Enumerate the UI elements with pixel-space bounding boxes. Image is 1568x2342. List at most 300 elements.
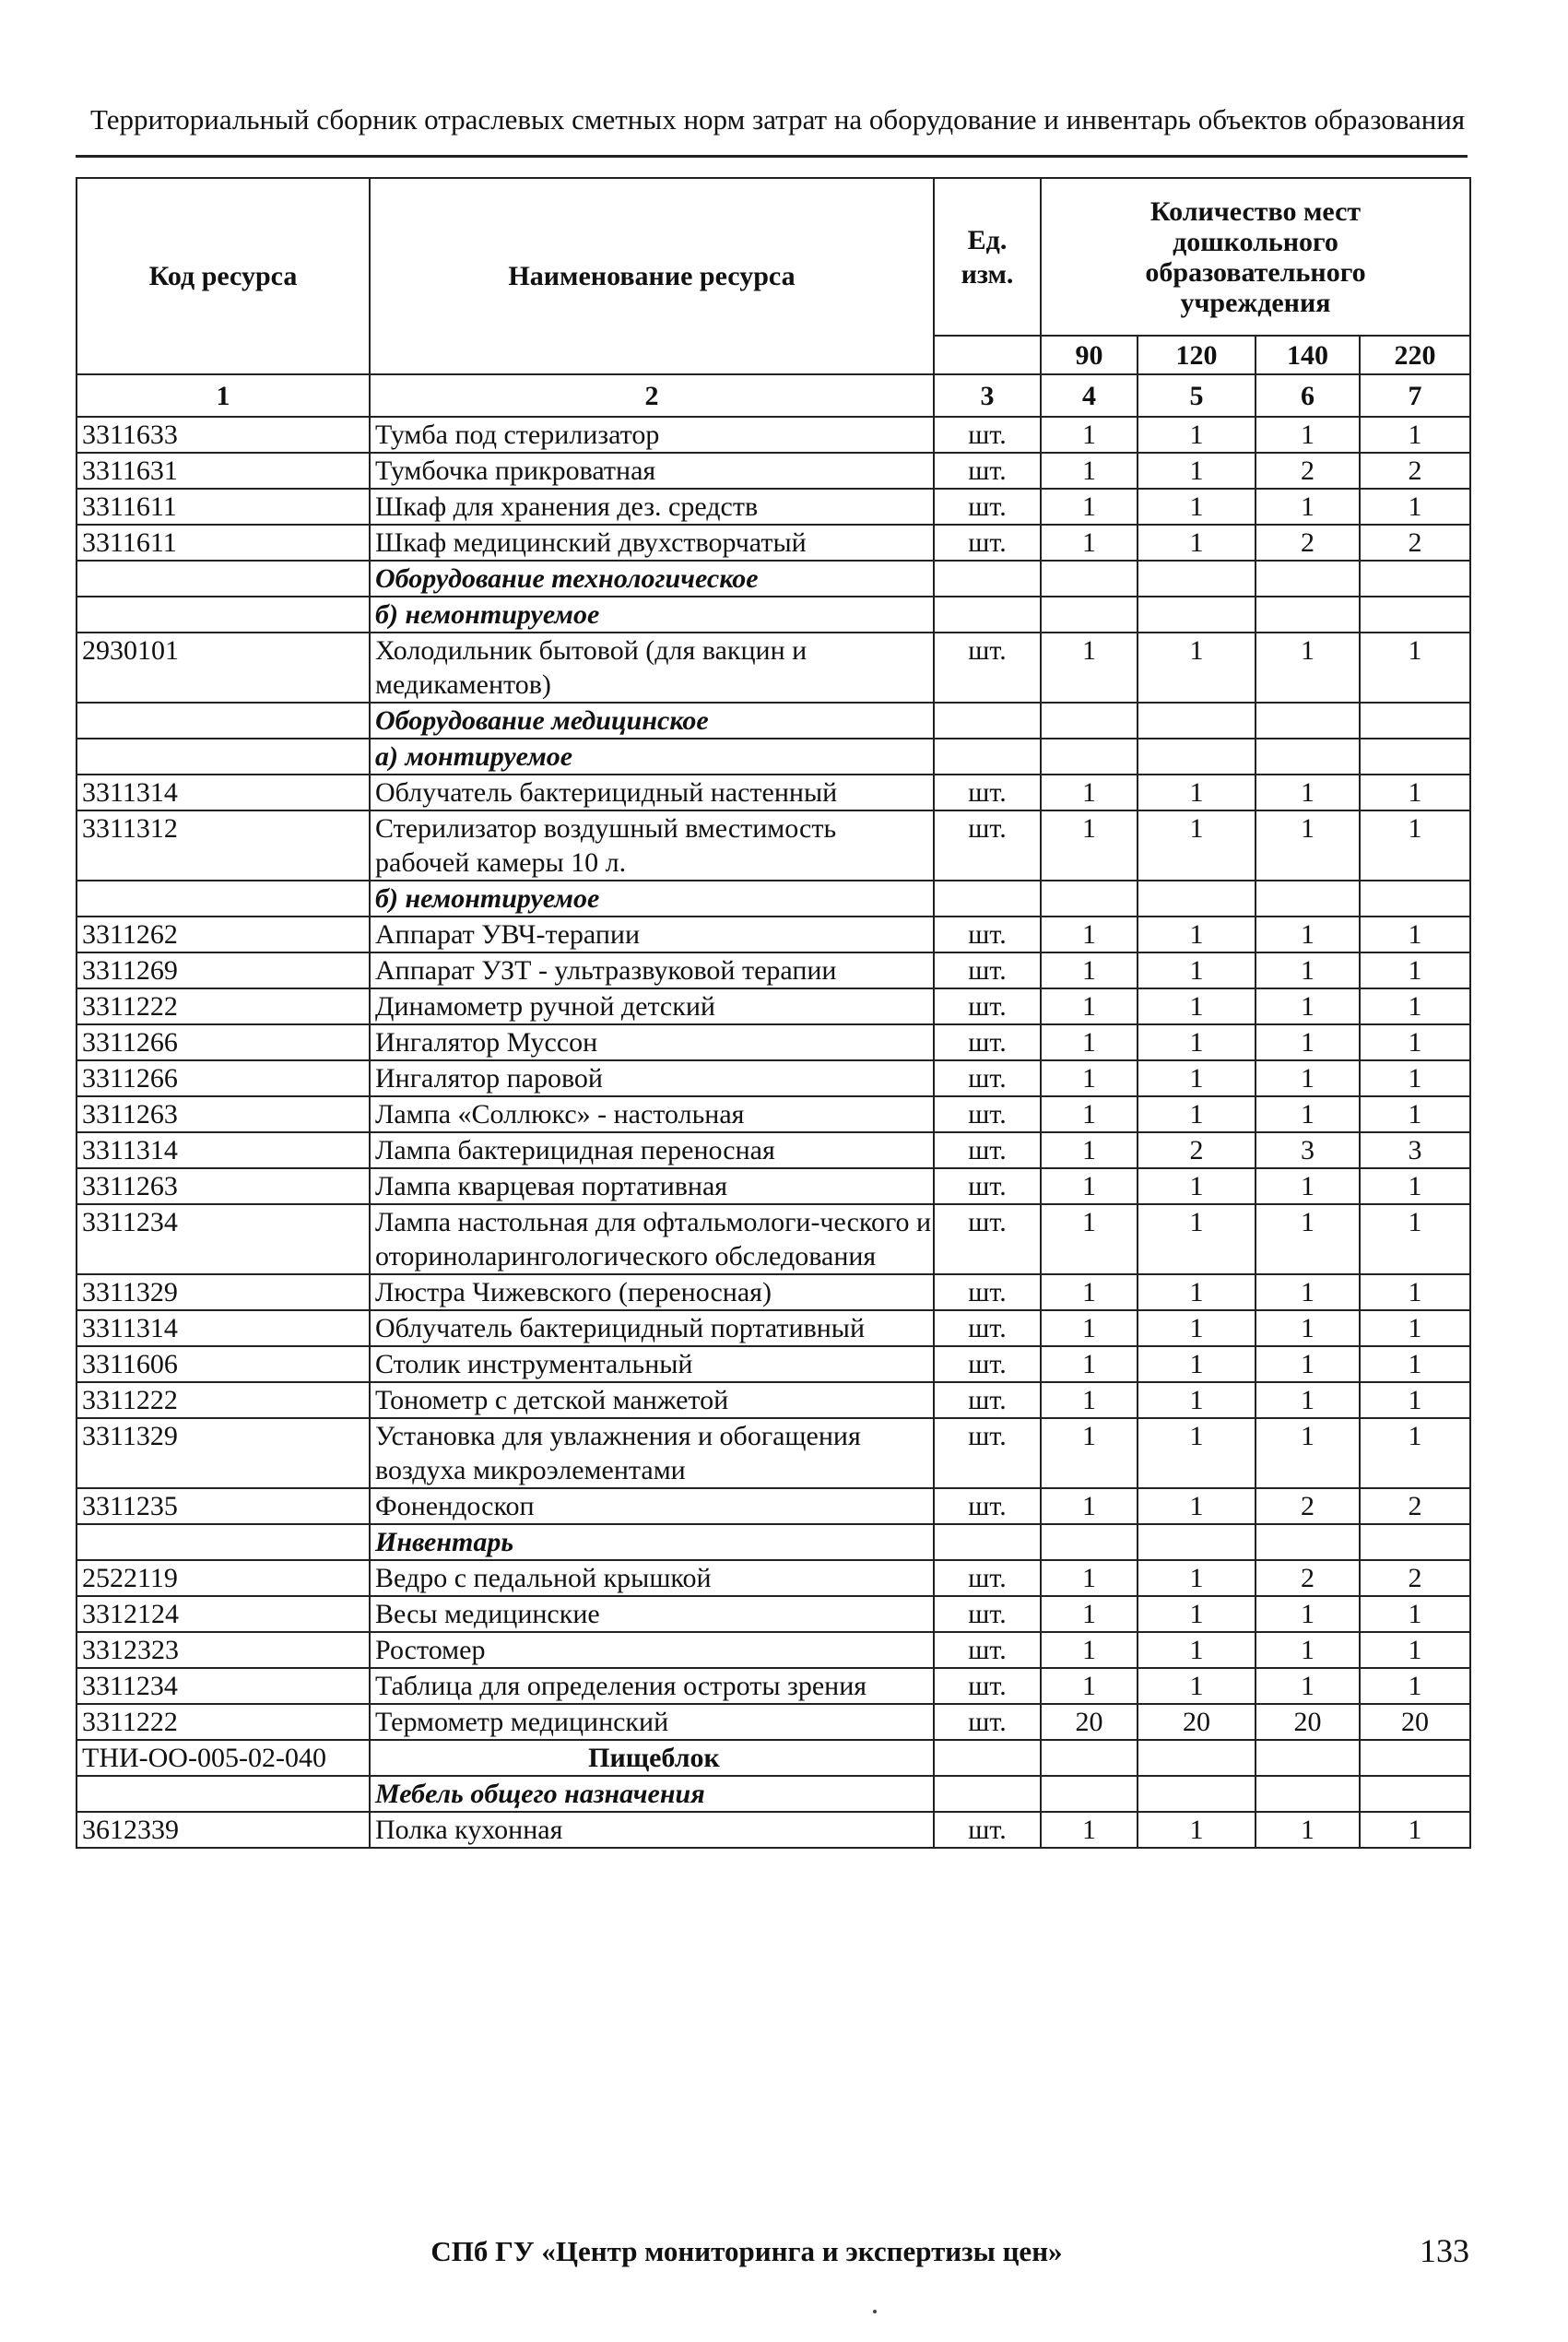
resource-name: Столик инструментальный bbox=[370, 1346, 934, 1382]
quantity-cell bbox=[1256, 881, 1360, 917]
resource-code: 3311314 bbox=[77, 775, 370, 810]
column-number: 5 bbox=[1138, 374, 1256, 417]
quantity-cell: 2 bbox=[1256, 1488, 1360, 1524]
resource-name: Лампа кварцевая портативная bbox=[370, 1168, 934, 1204]
unit-cell: шт. bbox=[934, 1274, 1041, 1310]
quantity-cell: 20 bbox=[1041, 1704, 1138, 1740]
resource-name: б) немонтируемое bbox=[370, 597, 934, 633]
quantity-cell bbox=[1138, 881, 1256, 917]
quantity-cell: 1 bbox=[1138, 1060, 1256, 1096]
quantity-cell bbox=[1041, 1776, 1138, 1812]
resource-name: б) немонтируемое bbox=[370, 881, 934, 917]
quantity-cell bbox=[1256, 703, 1360, 739]
table-row bbox=[77, 1346, 1470, 1382]
quantity-cell: 2 bbox=[1360, 1560, 1470, 1596]
quantity-cell: 3 bbox=[1256, 1132, 1360, 1168]
column-number: 4 bbox=[1041, 374, 1138, 417]
unit-cell: шт. bbox=[934, 1310, 1041, 1346]
quantity-cell: 1 bbox=[1138, 489, 1256, 525]
resource-code: 3311633 bbox=[77, 417, 370, 453]
unit-cell: шт. bbox=[934, 988, 1041, 1024]
unit-cell: шт. bbox=[934, 453, 1041, 489]
column-number: 1 bbox=[77, 374, 370, 417]
quantity-cell: 1 bbox=[1041, 1024, 1138, 1060]
unit-cell bbox=[934, 1740, 1041, 1776]
section-row bbox=[77, 703, 1470, 739]
resource-name: Облучатель бактерицидный настенный bbox=[370, 775, 934, 810]
resource-code: 3312323 bbox=[77, 1632, 370, 1668]
resource-name: Стерилизатор воздушный вместимость рабочей камеры 10 л. bbox=[370, 810, 934, 881]
table-row bbox=[77, 1382, 1470, 1418]
resource-name: Тумбочка прикроватная bbox=[370, 453, 934, 489]
quantity-cell: 1 bbox=[1138, 1632, 1256, 1668]
quantity-cell: 1 bbox=[1138, 1346, 1256, 1382]
quantity-cell: 1 bbox=[1256, 1204, 1360, 1274]
quantity-cell bbox=[1138, 597, 1256, 633]
unit-cell: шт. bbox=[934, 1418, 1041, 1488]
scan-speck bbox=[873, 2310, 877, 2313]
header-code: Код ресурса bbox=[77, 178, 370, 374]
quantity-cell bbox=[1360, 739, 1470, 775]
quantity-cell: 1 bbox=[1138, 775, 1256, 810]
resource-code: 3311266 bbox=[77, 1060, 370, 1096]
quantity-cell bbox=[1041, 597, 1138, 633]
quantity-cell: 1 bbox=[1138, 1812, 1256, 1848]
unit-cell: шт. bbox=[934, 633, 1041, 703]
resource-code: ТНИ-ОО-005-02-040 bbox=[77, 1740, 370, 1776]
column-number-row bbox=[77, 374, 1470, 417]
unit-cell bbox=[934, 597, 1041, 633]
column-number: 2 bbox=[370, 374, 934, 417]
resource-code: 3311314 bbox=[77, 1132, 370, 1168]
table-row bbox=[77, 1418, 1470, 1488]
quantity-cell: 1 bbox=[1041, 1096, 1138, 1132]
resource-code bbox=[77, 597, 370, 633]
quantity-cell: 1 bbox=[1360, 1382, 1470, 1418]
quantity-cell bbox=[1360, 1776, 1470, 1812]
quantity-cell: 1 bbox=[1360, 810, 1470, 881]
quantity-cell: 2 bbox=[1360, 1488, 1470, 1524]
quantity-cell: 1 bbox=[1360, 988, 1470, 1024]
table-row bbox=[77, 1704, 1470, 1740]
unit-cell: шт. bbox=[934, 1560, 1041, 1596]
resource-name: Установка для увлажнения и обогащения воздуха микроэлементами bbox=[370, 1418, 934, 1488]
resource-code: 2522119 bbox=[77, 1560, 370, 1596]
quantity-cell: 1 bbox=[1138, 1204, 1256, 1274]
quantity-cell: 1 bbox=[1041, 525, 1138, 561]
quantity-cell bbox=[1138, 703, 1256, 739]
resource-code: 3311234 bbox=[77, 1668, 370, 1704]
header-quantity: Количество мест дошкольного образовательного учреждения bbox=[1041, 178, 1470, 336]
resource-code bbox=[77, 1776, 370, 1812]
table-row bbox=[77, 453, 1470, 489]
quantity-cell: 1 bbox=[1256, 1596, 1360, 1632]
quantity-cell bbox=[1138, 1524, 1256, 1560]
quantity-cell: 1 bbox=[1041, 1418, 1138, 1488]
quantity-cell: 1 bbox=[1360, 1668, 1470, 1704]
table-row bbox=[77, 1812, 1470, 1848]
resource-code: 3311606 bbox=[77, 1346, 370, 1382]
table-row bbox=[77, 1632, 1470, 1668]
quantity-cell bbox=[1041, 1524, 1138, 1560]
quantity-cell: 1 bbox=[1138, 1310, 1256, 1346]
quantity-cell: 1 bbox=[1256, 1024, 1360, 1060]
section-row bbox=[77, 597, 1470, 633]
header-unit: Ед. изм. bbox=[934, 178, 1041, 336]
resource-code: 3311234 bbox=[77, 1204, 370, 1274]
quantity-cell bbox=[1256, 1776, 1360, 1812]
quantity-cell: 1 bbox=[1360, 1274, 1470, 1310]
resource-name: Мебель общего назначения bbox=[370, 1776, 934, 1812]
unit-cell: шт. bbox=[934, 489, 1041, 525]
resource-name: Инвентарь bbox=[370, 1524, 934, 1560]
quantity-cell: 1 bbox=[1041, 1596, 1138, 1632]
quantity-cell: 1 bbox=[1256, 1274, 1360, 1310]
section-row bbox=[77, 1740, 1470, 1776]
quantity-cell: 1 bbox=[1138, 417, 1256, 453]
quantity-cell: 1 bbox=[1041, 1812, 1138, 1848]
quantity-cell: 1 bbox=[1256, 988, 1360, 1024]
resource-table bbox=[76, 177, 1471, 1849]
resource-name: а) монтируемое bbox=[370, 739, 934, 775]
quantity-cell: 1 bbox=[1041, 1668, 1138, 1704]
quantity-cell bbox=[1360, 1740, 1470, 1776]
section-row bbox=[77, 739, 1470, 775]
quantity-cell: 1 bbox=[1256, 810, 1360, 881]
quantity-cell: 1 bbox=[1138, 988, 1256, 1024]
quantity-cell: 1 bbox=[1256, 1168, 1360, 1204]
table-row bbox=[77, 1310, 1470, 1346]
quantity-cell: 1 bbox=[1041, 1168, 1138, 1204]
unit-cell: шт. bbox=[934, 775, 1041, 810]
unit-cell: шт. bbox=[934, 417, 1041, 453]
resource-name: Шкаф медицинский двухстворчатый bbox=[370, 525, 934, 561]
quantity-cell bbox=[1041, 561, 1138, 597]
quantity-cell: 1 bbox=[1138, 1096, 1256, 1132]
resource-code: 3311329 bbox=[77, 1274, 370, 1310]
quantity-cell: 1 bbox=[1138, 917, 1256, 952]
quantity-cell: 1 bbox=[1256, 1668, 1360, 1704]
resource-name: Холодильник бытовой (для вакцин и медикаментов) bbox=[370, 633, 934, 703]
resource-name: Полка кухонная bbox=[370, 1812, 934, 1848]
unit-cell: шт. bbox=[934, 1096, 1041, 1132]
header-name: Наименование ресурса bbox=[370, 178, 934, 374]
table-row bbox=[77, 1168, 1470, 1204]
quantity-cell: 1 bbox=[1256, 1382, 1360, 1418]
quantity-cell: 1 bbox=[1360, 1310, 1470, 1346]
quantity-cell bbox=[1041, 703, 1138, 739]
resource-name: Весы медицинские bbox=[370, 1596, 934, 1632]
resource-code: 3612339 bbox=[77, 1812, 370, 1848]
resource-name: Динамометр ручной детский bbox=[370, 988, 934, 1024]
quantity-cell: 1 bbox=[1256, 1346, 1360, 1382]
quantity-cell: 1 bbox=[1041, 453, 1138, 489]
quantity-cell: 2 bbox=[1256, 525, 1360, 561]
quantity-cell bbox=[1041, 881, 1138, 917]
quantity-cell: 1 bbox=[1041, 1382, 1138, 1418]
quantity-cell: 2 bbox=[1360, 453, 1470, 489]
unit-cell: шт. bbox=[934, 1812, 1041, 1848]
unit-cell: шт. bbox=[934, 525, 1041, 561]
quantity-cell: 1 bbox=[1138, 1488, 1256, 1524]
table-row bbox=[77, 1596, 1470, 1632]
quantity-cell bbox=[1138, 561, 1256, 597]
unit-cell bbox=[934, 703, 1041, 739]
table-row bbox=[77, 1096, 1470, 1132]
quantity-cell: 1 bbox=[1041, 1132, 1138, 1168]
footer-organization: СПб ГУ «Центр мониторинга и экспертизы цен» bbox=[430, 2235, 1063, 2267]
quantity-cell: 1 bbox=[1138, 810, 1256, 881]
resource-name: Пищеблок bbox=[370, 1740, 934, 1776]
resource-code: 3311269 bbox=[77, 952, 370, 988]
quantity-cell: 1 bbox=[1138, 1024, 1256, 1060]
resource-name: Люстра Чижевского (переносная) bbox=[370, 1274, 934, 1310]
table-row bbox=[77, 917, 1470, 952]
quantity-cell: 1 bbox=[1041, 633, 1138, 703]
quantity-cell: 1 bbox=[1256, 633, 1360, 703]
unit-cell: шт. bbox=[934, 1132, 1041, 1168]
resource-code bbox=[77, 881, 370, 917]
unit-cell: шт. bbox=[934, 1668, 1041, 1704]
quantity-cell: 20 bbox=[1138, 1704, 1256, 1740]
unit-cell: шт. bbox=[934, 1488, 1041, 1524]
quantity-cell: 1 bbox=[1360, 1060, 1470, 1096]
header-capacity-220: 220 bbox=[1360, 336, 1470, 374]
quantity-cell: 1 bbox=[1360, 1096, 1470, 1132]
quantity-cell: 1 bbox=[1256, 1060, 1360, 1096]
resource-code: 3311611 bbox=[77, 489, 370, 525]
unit-cell: шт. bbox=[934, 1168, 1041, 1204]
table-row bbox=[77, 1024, 1470, 1060]
unit-cell: шт. bbox=[934, 1024, 1041, 1060]
resource-code: 3311263 bbox=[77, 1168, 370, 1204]
quantity-cell: 1 bbox=[1360, 775, 1470, 810]
resource-name: Шкаф для хранения дез. средств bbox=[370, 489, 934, 525]
quantity-cell: 1 bbox=[1041, 489, 1138, 525]
table-row bbox=[77, 1132, 1470, 1168]
quantity-cell: 20 bbox=[1256, 1704, 1360, 1740]
resource-code bbox=[77, 739, 370, 775]
resource-code: 3311314 bbox=[77, 1310, 370, 1346]
resource-name: Ведро с педальной крышкой bbox=[370, 1560, 934, 1596]
quantity-cell: 1 bbox=[1138, 1382, 1256, 1418]
quantity-cell: 1 bbox=[1138, 1274, 1256, 1310]
quantity-cell: 1 bbox=[1360, 1418, 1470, 1488]
unit-cell: шт. bbox=[934, 1060, 1041, 1096]
quantity-cell bbox=[1256, 739, 1360, 775]
table-row bbox=[77, 1668, 1470, 1704]
unit-cell bbox=[934, 1776, 1041, 1812]
quantity-cell: 2 bbox=[1256, 453, 1360, 489]
quantity-cell bbox=[1360, 561, 1470, 597]
resource-name: Оборудование технологическое bbox=[370, 561, 934, 597]
resource-code: 3311312 bbox=[77, 810, 370, 881]
section-row bbox=[77, 561, 1470, 597]
quantity-cell: 1 bbox=[1360, 417, 1470, 453]
resource-name: Аппарат УВЧ-терапии bbox=[370, 917, 934, 952]
quantity-cell: 1 bbox=[1041, 988, 1138, 1024]
table-body bbox=[77, 417, 1470, 1848]
resource-code bbox=[77, 1524, 370, 1560]
quantity-cell: 1 bbox=[1256, 1418, 1360, 1488]
quantity-cell: 2 bbox=[1138, 1132, 1256, 1168]
quantity-cell: 1 bbox=[1138, 633, 1256, 703]
quantity-cell bbox=[1256, 1740, 1360, 1776]
resource-name: Тонометр с детской манжетой bbox=[370, 1382, 934, 1418]
quantity-cell: 1 bbox=[1360, 1596, 1470, 1632]
table-row bbox=[77, 633, 1470, 703]
quantity-cell bbox=[1256, 561, 1360, 597]
quantity-cell bbox=[1360, 1524, 1470, 1560]
table-row bbox=[77, 1560, 1470, 1596]
table-row bbox=[77, 775, 1470, 810]
quantity-cell: 1 bbox=[1256, 952, 1360, 988]
resource-name: Лампа «Соллюкс» - настольная bbox=[370, 1096, 934, 1132]
quantity-cell: 1 bbox=[1256, 417, 1360, 453]
quantity-cell: 1 bbox=[1360, 1812, 1470, 1848]
table-row bbox=[77, 1274, 1470, 1310]
quantity-cell: 1 bbox=[1256, 1096, 1360, 1132]
resource-code: 3312124 bbox=[77, 1596, 370, 1632]
quantity-cell: 1 bbox=[1256, 489, 1360, 525]
quantity-cell: 1 bbox=[1041, 417, 1138, 453]
quantity-cell: 2 bbox=[1360, 525, 1470, 561]
table-row bbox=[77, 489, 1470, 525]
quantity-cell: 1 bbox=[1360, 1346, 1470, 1382]
quantity-cell: 1 bbox=[1360, 1024, 1470, 1060]
quantity-cell: 1 bbox=[1041, 1632, 1138, 1668]
table-row bbox=[77, 525, 1470, 561]
quantity-cell: 1 bbox=[1041, 917, 1138, 952]
quantity-cell: 1 bbox=[1360, 1632, 1470, 1668]
header-capacity-140: 140 bbox=[1256, 336, 1360, 374]
header-capacity-120: 120 bbox=[1138, 336, 1256, 374]
resource-name: Оборудование медицинское bbox=[370, 703, 934, 739]
page-header: Территориальный сборник отраслевых сметных норм затрат на оборудование и инвентарь объектов образования bbox=[90, 103, 1466, 136]
quantity-cell bbox=[1256, 1524, 1360, 1560]
quantity-cell: 1 bbox=[1138, 453, 1256, 489]
quantity-cell: 3 bbox=[1360, 1132, 1470, 1168]
quantity-cell bbox=[1138, 739, 1256, 775]
unit-cell: шт. bbox=[934, 1346, 1041, 1382]
quantity-cell bbox=[1138, 1740, 1256, 1776]
quantity-cell: 1 bbox=[1138, 952, 1256, 988]
unit-cell bbox=[934, 881, 1041, 917]
quantity-cell: 1 bbox=[1360, 489, 1470, 525]
table-row bbox=[77, 1204, 1470, 1274]
resource-code: 2930101 bbox=[77, 633, 370, 703]
quantity-cell: 1 bbox=[1360, 1168, 1470, 1204]
quantity-cell bbox=[1041, 1740, 1138, 1776]
unit-cell: шт. bbox=[934, 1596, 1041, 1632]
quantity-cell bbox=[1360, 881, 1470, 917]
quantity-cell: 20 bbox=[1360, 1704, 1470, 1740]
resource-name: Фонендоскоп bbox=[370, 1488, 934, 1524]
quantity-cell bbox=[1138, 1776, 1256, 1812]
resource-name: Тумба под стерилизатор bbox=[370, 417, 934, 453]
quantity-cell: 1 bbox=[1256, 775, 1360, 810]
quantity-cell: 1 bbox=[1041, 952, 1138, 988]
unit-cell: шт. bbox=[934, 1382, 1041, 1418]
quantity-cell: 1 bbox=[1138, 525, 1256, 561]
resource-code: 3311631 bbox=[77, 453, 370, 489]
quantity-cell: 1 bbox=[1041, 1488, 1138, 1524]
quantity-cell: 1 bbox=[1138, 1560, 1256, 1596]
resource-code: 3311222 bbox=[77, 1704, 370, 1740]
resource-code bbox=[77, 561, 370, 597]
section-row bbox=[77, 1776, 1470, 1812]
resource-code: 3311235 bbox=[77, 1488, 370, 1524]
table-row bbox=[77, 952, 1470, 988]
resource-name: Лампа настольная для офтальмологи-ческого и оториноларингологического обследования bbox=[370, 1204, 934, 1274]
resource-name: Ингалятор паровой bbox=[370, 1060, 934, 1096]
quantity-cell: 1 bbox=[1138, 1596, 1256, 1632]
table-row bbox=[77, 810, 1470, 881]
quantity-cell: 1 bbox=[1360, 917, 1470, 952]
table-row bbox=[77, 1488, 1470, 1524]
column-number: 7 bbox=[1360, 374, 1470, 417]
unit-cell bbox=[934, 1524, 1041, 1560]
quantity-cell: 1 bbox=[1138, 1168, 1256, 1204]
quantity-cell: 1 bbox=[1360, 1204, 1470, 1274]
quantity-cell bbox=[1360, 597, 1470, 633]
section-row bbox=[77, 881, 1470, 917]
quantity-cell: 1 bbox=[1256, 1632, 1360, 1668]
section-row bbox=[77, 1524, 1470, 1560]
resource-name: Ростомер bbox=[370, 1632, 934, 1668]
unit-cell bbox=[934, 561, 1041, 597]
quantity-cell: 1 bbox=[1041, 1310, 1138, 1346]
quantity-cell: 1 bbox=[1041, 1560, 1138, 1596]
quantity-cell: 1 bbox=[1041, 1204, 1138, 1274]
header-unit-blank bbox=[934, 336, 1041, 374]
table-row bbox=[77, 417, 1470, 453]
column-number: 3 bbox=[934, 374, 1041, 417]
resource-name: Аппарат УЗТ - ультразвуковой терапии bbox=[370, 952, 934, 988]
quantity-cell: 1 bbox=[1360, 952, 1470, 988]
resource-name: Таблица для определения остроты зрения bbox=[370, 1668, 934, 1704]
resource-name: Облучатель бактерицидный портативный bbox=[370, 1310, 934, 1346]
resource-name: Лампа бактерицидная переносная bbox=[370, 1132, 934, 1168]
unit-cell: шт. bbox=[934, 1704, 1041, 1740]
quantity-cell: 1 bbox=[1256, 917, 1360, 952]
resource-name: Термометр медицинский bbox=[370, 1704, 934, 1740]
unit-cell: шт. bbox=[934, 1204, 1041, 1274]
quantity-cell: 1 bbox=[1041, 1060, 1138, 1096]
unit-cell: шт. bbox=[934, 952, 1041, 988]
quantity-cell: 1 bbox=[1041, 775, 1138, 810]
quantity-cell: 1 bbox=[1138, 1668, 1256, 1704]
quantity-cell: 1 bbox=[1041, 1346, 1138, 1382]
unit-cell: шт. bbox=[934, 1632, 1041, 1668]
quantity-cell: 1 bbox=[1041, 1274, 1138, 1310]
table-row bbox=[77, 988, 1470, 1024]
quantity-cell bbox=[1360, 703, 1470, 739]
resource-code: 3311266 bbox=[77, 1024, 370, 1060]
header-capacity-90: 90 bbox=[1041, 336, 1138, 374]
column-number: 6 bbox=[1256, 374, 1360, 417]
quantity-cell: 1 bbox=[1041, 810, 1138, 881]
resource-code: 3311611 bbox=[77, 525, 370, 561]
header-rule bbox=[76, 155, 1468, 158]
resource-name: Ингалятор Муссон bbox=[370, 1024, 934, 1060]
resource-code bbox=[77, 703, 370, 739]
quantity-cell: 1 bbox=[1256, 1310, 1360, 1346]
unit-cell: шт. bbox=[934, 917, 1041, 952]
quantity-cell: 2 bbox=[1256, 1560, 1360, 1596]
quantity-cell bbox=[1256, 597, 1360, 633]
quantity-cell: 1 bbox=[1138, 1418, 1256, 1488]
